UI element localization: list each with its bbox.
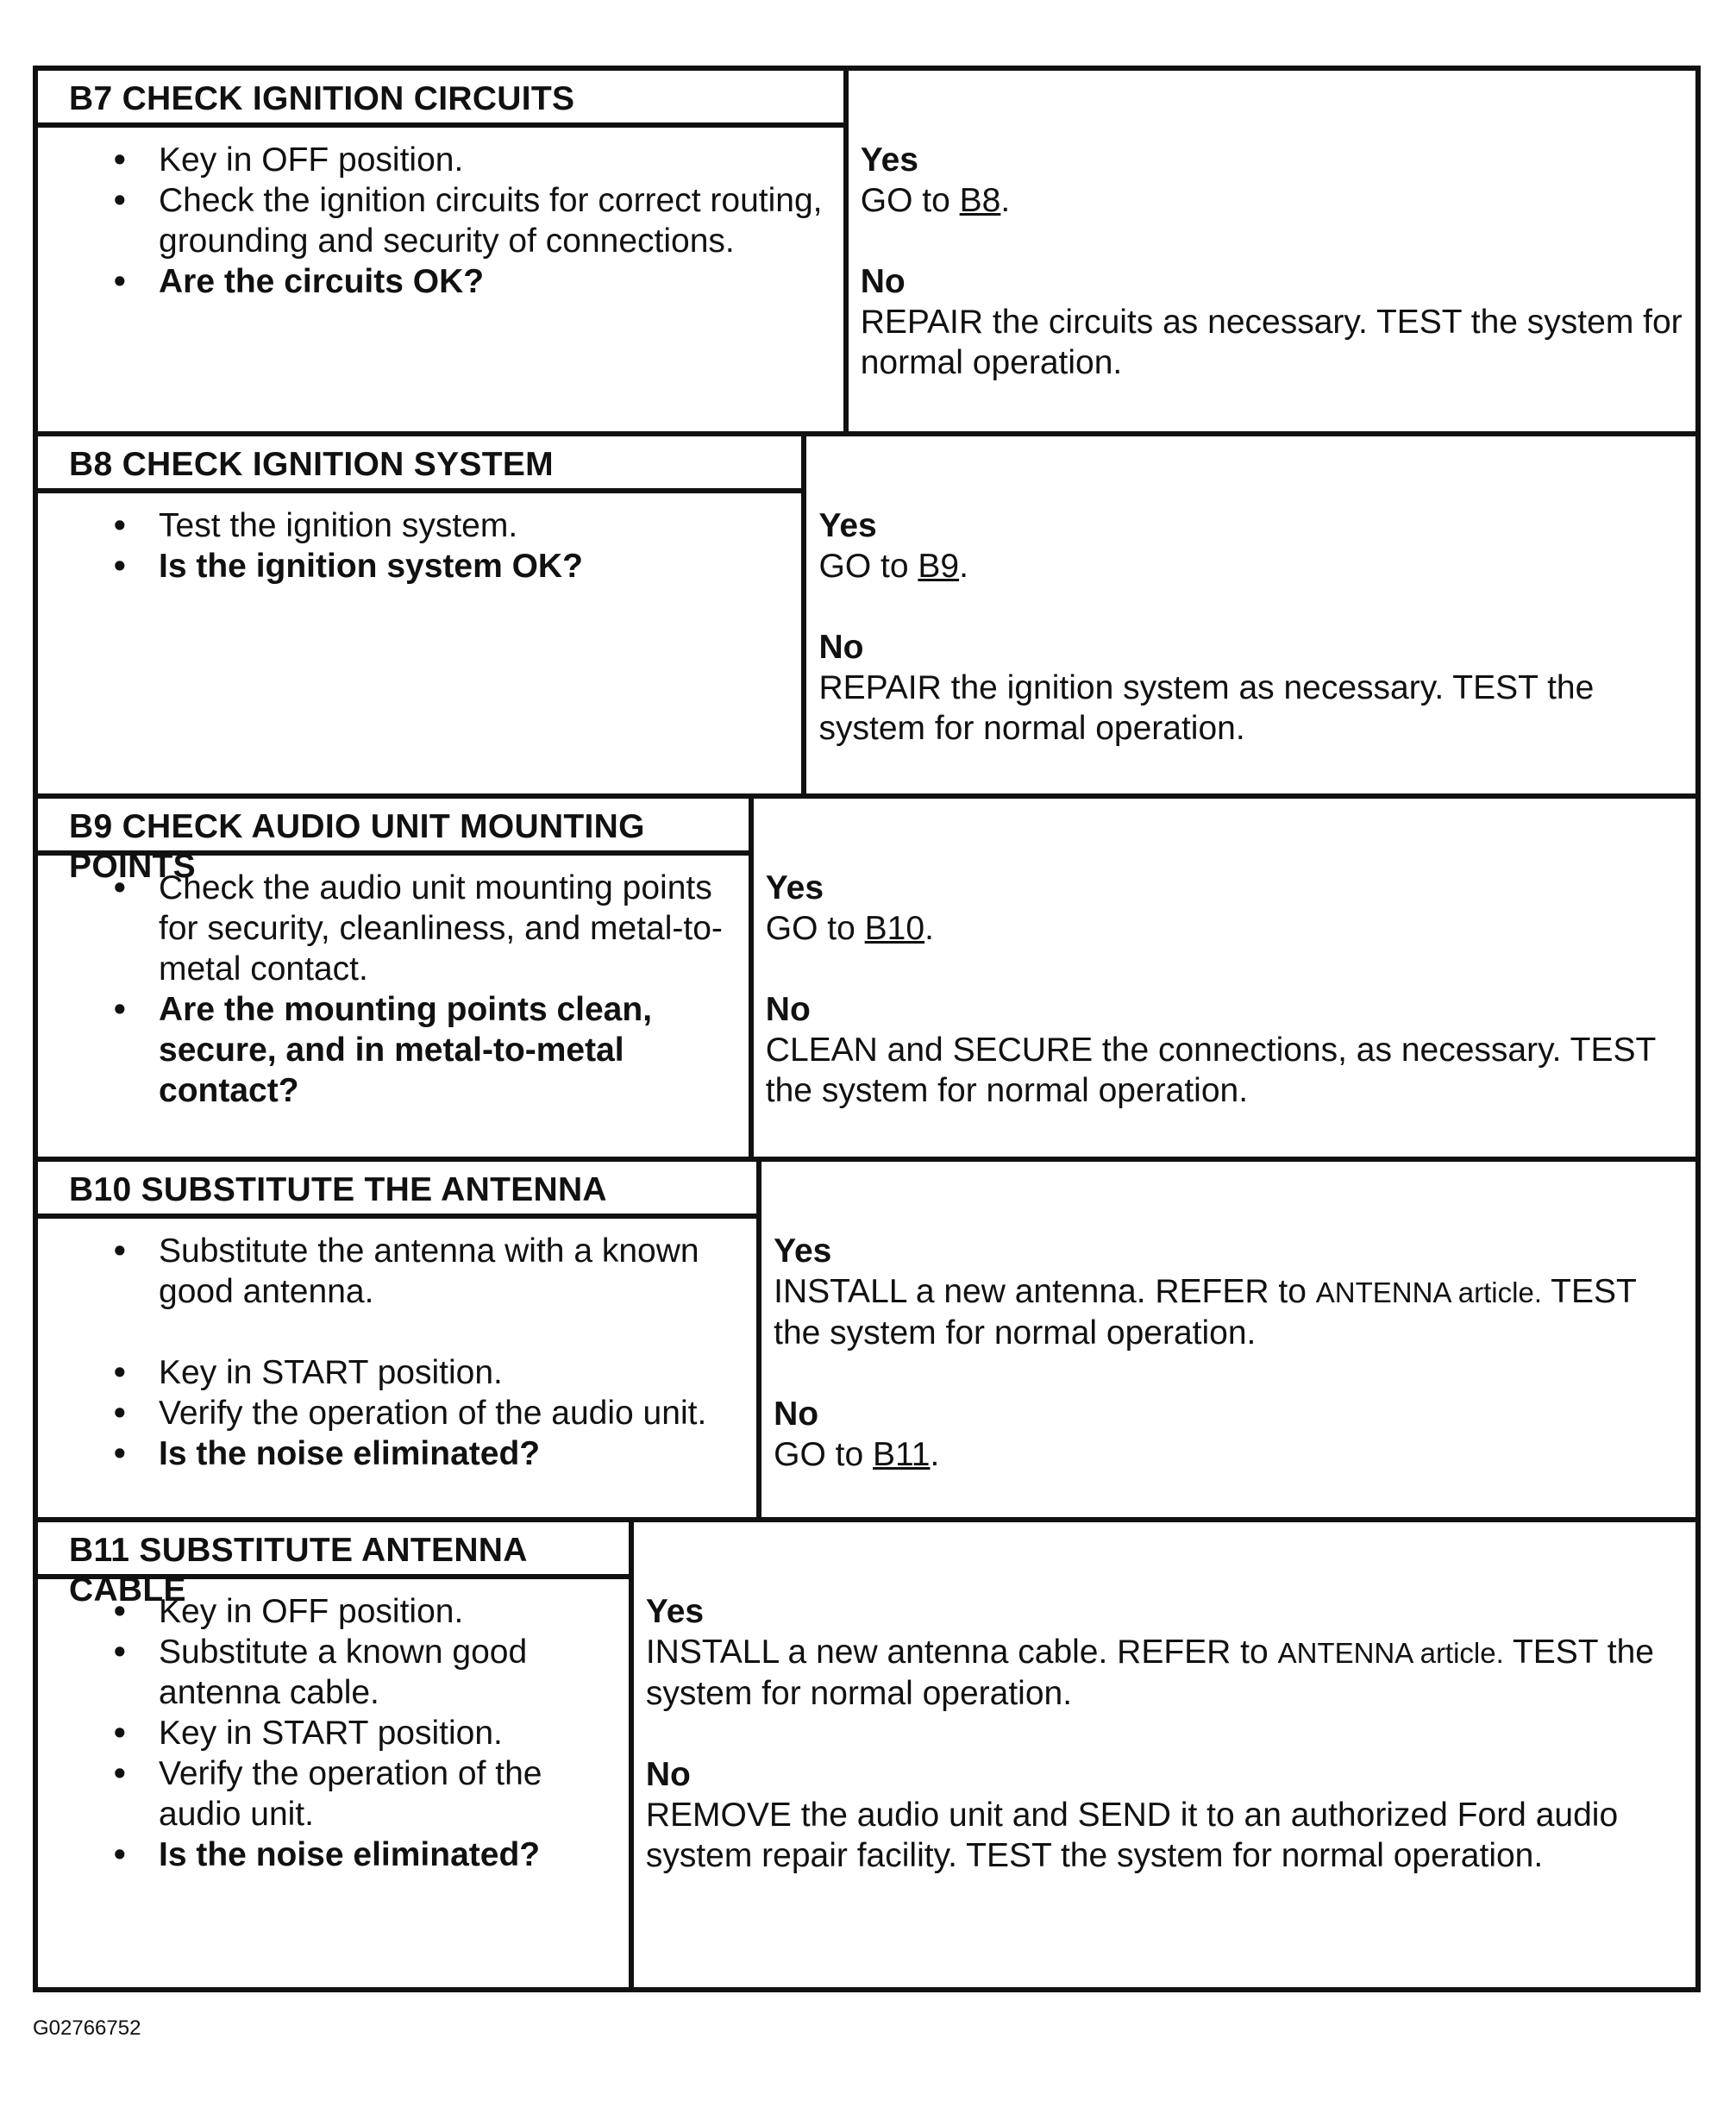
instruction-item: • Substitute the antenna with a known good antenna. — [38, 1231, 749, 1312]
instruction-item: • Verify the operation of the audio unit. — [38, 1753, 622, 1834]
step-instructions — [38, 856, 749, 1111]
answer-cell — [806, 436, 1695, 793]
answer-spacer — [861, 221, 1683, 261]
goto-b9-link[interactable]: B9 — [918, 548, 960, 585]
step-title: B8 CHECK IGNITION SYSTEM — [38, 436, 801, 493]
no-label: No — [765, 991, 811, 1028]
step-title: B9 CHECK AUDIO UNIT MOUNTING POINTS — [38, 799, 749, 856]
step-instructions — [38, 128, 843, 302]
instruction-item: • Test the ignition system. — [38, 505, 794, 546]
no-action-text: REPAIR the ignition system as necessary. TEST the system for normal operation. — [818, 669, 1595, 747]
no-label: No — [818, 629, 864, 666]
step-title: B10 SUBSTITUTE THE ANTENNA — [38, 1162, 756, 1219]
step-row-b7 — [38, 71, 1695, 431]
step-instructions — [38, 493, 801, 586]
step-cell — [38, 799, 754, 1157]
no-label: No — [645, 1756, 691, 1793]
goto-b11-link[interactable]: B11 — [873, 1436, 931, 1473]
figure-id: G02766752 — [33, 2016, 141, 2040]
step-instructions — [38, 1219, 756, 1474]
antenna-article-ref: ANTENNA article. — [1315, 1276, 1542, 1308]
question-item: • Is the noise eliminated? — [38, 1433, 749, 1474]
step-cell — [38, 71, 849, 431]
yes-action-text: INSTALL a new antenna. REFER to — [774, 1273, 1307, 1310]
yes-period: . — [924, 910, 934, 947]
step-instructions — [38, 1579, 629, 1875]
no-action-text: REPAIR the circuits as necessary. TEST the system for normal operation. — [860, 304, 1683, 381]
diagnostic-table — [33, 66, 1701, 1992]
answer-spacer — [774, 1353, 1683, 1394]
no-label: No — [774, 1395, 819, 1433]
question-item: • Is the noise eliminated? — [38, 1834, 622, 1875]
instruction-item: • Substitute a known good antenna cable. — [38, 1632, 622, 1713]
yes-label: Yes — [765, 869, 824, 906]
antenna-article-ref: ANTENNA article. — [1277, 1637, 1504, 1669]
answer-cell — [761, 1162, 1695, 1517]
no-period: . — [930, 1436, 940, 1473]
step-cell — [38, 1162, 761, 1517]
answer-cell — [754, 799, 1695, 1157]
yes-goto-text: GO to — [818, 548, 909, 585]
step-cell — [38, 436, 806, 793]
yes-label: Yes — [774, 1232, 832, 1270]
yes-label: Yes — [818, 507, 877, 544]
yes-period: . — [1000, 182, 1011, 219]
step-row-b11 — [38, 1517, 1695, 1987]
yes-label: Yes — [645, 1593, 705, 1630]
instruction-item: • Key in START position. — [38, 1713, 622, 1753]
instruction-item: • Key in OFF position. — [38, 1591, 622, 1632]
question-item: • Are the circuits OK? — [38, 261, 837, 302]
goto-b8-link[interactable]: B8 — [959, 182, 1001, 219]
instruction-item: • Key in START position. — [38, 1352, 749, 1393]
step-cell — [38, 1522, 634, 1987]
instruction-item: • Verify the operation of the audio unit. — [38, 1393, 749, 1433]
yes-goto-text: GO to — [860, 182, 950, 219]
no-label: No — [860, 263, 906, 300]
yes-action-text-2: TEST the system for normal operation. — [645, 1634, 1654, 1712]
instruction-item: • Check the audio unit mounting points for security, cleanliness, and metal-to-metal contact. — [38, 868, 742, 989]
instruction-item: • Key in OFF position. — [38, 140, 837, 180]
question-item: • Is the ignition system OK? — [38, 546, 794, 586]
question-item: • Are the mounting points clean, secure, and in metal-to-metal contact? — [38, 989, 742, 1111]
yes-period: . — [959, 548, 968, 585]
step-title: B7 CHECK IGNITION CIRCUITS — [38, 71, 843, 128]
answer-cell — [634, 1522, 1695, 1987]
yes-goto-text: GO to — [765, 910, 855, 947]
no-action-text: REMOVE the audio unit and SEND it to an authorized Ford audio system repair facility. TEST the system for normal operation. — [645, 1797, 1619, 1874]
answer-spacer — [646, 1714, 1683, 1754]
instruction-item: • Check the ignition circuits for correct routing, grounding and security of connections. — [38, 180, 837, 261]
goto-b10-link[interactable]: B10 — [864, 910, 925, 947]
step-row-b9 — [38, 793, 1695, 1157]
answer-spacer — [818, 586, 1683, 627]
yes-label: Yes — [860, 141, 918, 179]
step-row-b8 — [38, 431, 1695, 793]
answer-spacer — [766, 949, 1683, 989]
no-action-text: CLEAN and SECURE the connections, as necessary. TEST the system for normal operation. — [765, 1032, 1656, 1109]
no-goto-text: GO to — [774, 1436, 864, 1473]
answer-cell — [849, 71, 1695, 431]
step-row-b10 — [38, 1157, 1695, 1517]
yes-action-text: INSTALL a new antenna cable. REFER to — [645, 1634, 1269, 1671]
step-title: B11 SUBSTITUTE ANTENNA CABLE — [38, 1522, 629, 1579]
yes-action-text-2: TEST the system for normal operation. — [774, 1273, 1637, 1352]
